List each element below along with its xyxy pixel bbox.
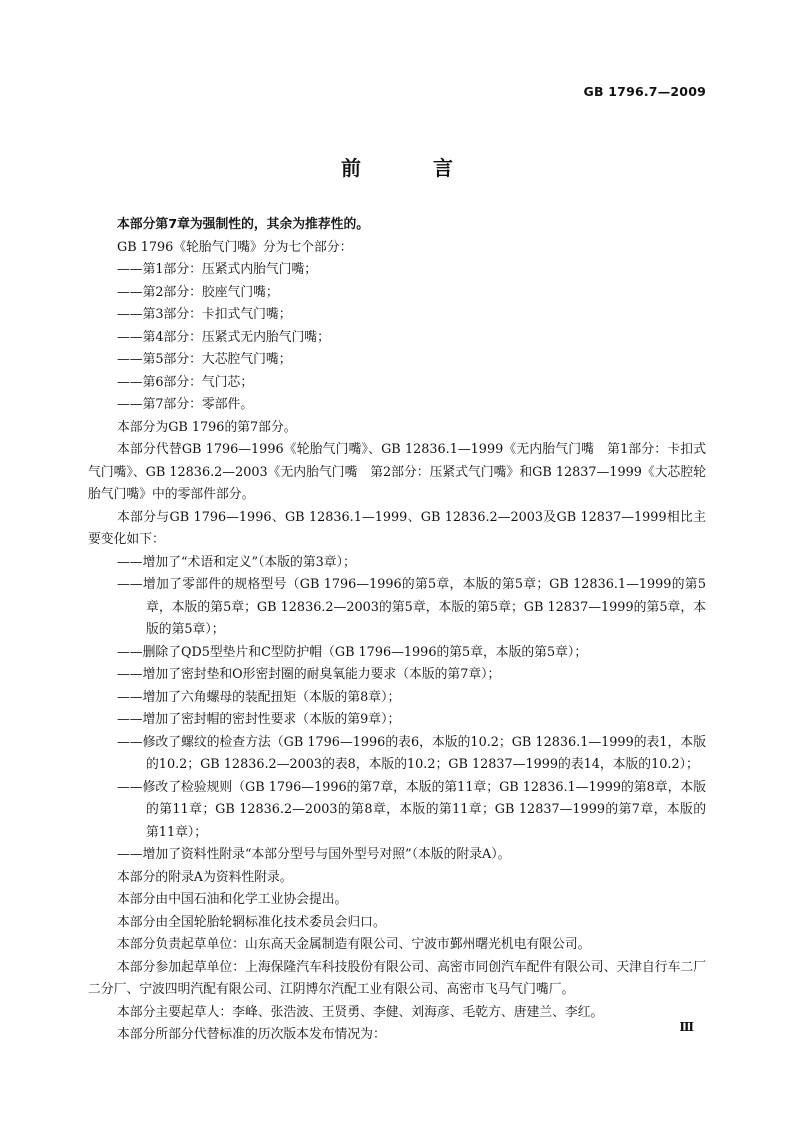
change-item: ——增加了资料性附录“本部分型号与国外型号对照”（本版的附录A）。: [117, 847, 511, 862]
page-number: Ⅲ: [679, 1020, 694, 1034]
part-item: ——第7部分：零部件。: [117, 397, 254, 412]
drafters: 本部分主要起草人：李峰、张浩波、王贤勇、李健、刘海彦、毛乾方、唐建兰、李红。: [117, 1004, 604, 1020]
change-item: ——增加了密封垫和O形密封圈的耐臭氧能力要求（本版的第7章）；: [117, 667, 501, 682]
standard-code: GB 1796.7—2009: [583, 84, 706, 99]
committee-statement: 本部分由全国轮胎轮辋标准化技术委员会归口。: [117, 914, 386, 930]
drafting-unit: 本部分负责起草单位：山东高天金属制造有限公司、宁波市鄞州曙光机电有限公司。: [117, 937, 591, 952]
part-item: ——第3部分：卡扣式气门嘴；: [117, 307, 292, 322]
mandatory-statement: 本部分第7章为强制性的，其余为推荐性的。: [117, 217, 370, 232]
parts-intro: GB 1796《轮胎气门嘴》分为七个部分：: [117, 239, 353, 255]
page-title: 前 言: [341, 156, 479, 180]
part-item: ——第2部分：胶座气门嘴；: [117, 284, 279, 300]
appendix-statement: 本部分的附录A为资料性附录。: [117, 869, 293, 885]
changes-intro: 本部分与GB 1796—1996、GB 12836.1—1999、GB 12836.2—2003及GB 12837—1999相比主要变化如下：: [88, 509, 706, 547]
history-intro: 本部分所部分代替标准的历次版本发布情况为：: [117, 1027, 386, 1042]
change-item: ——增加了六角螺母的装配扭矩（本版的第8章）；: [117, 689, 401, 705]
change-item: ——增加了“术语和定义”（本版的第3章）；: [117, 554, 356, 570]
part-item: ——第6部分：气门芯；: [117, 374, 254, 390]
part-item: ——第1部分：压紧式内胎气门嘴；: [117, 262, 318, 277]
change-item: ——删除了QD5型垫片和C型防护帽（GB 1796—1996的第5章，本版的第5章）；: [117, 644, 588, 660]
part-item: ——第5部分：大芯腔气门嘴；: [117, 352, 292, 367]
change-item: ——修改了检验规则（GB 1796—1996的第7章，本版的第11章；GB 12836.1—1999的第8章，本版的第11章；GB 12836.2—2003的第8章，本版的第11章；GB 12837—1999的第7章，本版的第11章）；: [117, 779, 706, 840]
change-item: ——增加了密封帽的密封性要求（本版的第9章）；: [117, 712, 401, 727]
proposer-statement: 本部分由中国石油和化学工业协会提出。: [117, 892, 348, 907]
change-item: ——增加了零部件的规格型号（GB 1796—1996的第5章，本版的第5章；GB 12836.1—1999的第5章，本版的第5章；GB 12836.2—2003的第5章，本版的第5章；GB 12837—1999的第5章，本版的第5章）；: [117, 577, 706, 637]
part-statement: 本部分为GB 1796的第7部分。: [117, 419, 297, 435]
participating-units: 本部分参加起草单位：上海保隆汽车科技股份有限公司、高密市同创汽车配件有限公司、天津自行车二厂二分厂、宁波四明汽配有限公司、江阴博尔汽配工业有限公司、高密市飞马气门嘴厂。: [88, 959, 706, 997]
part-item: ——第4部分：压紧式无内胎气门嘴；: [117, 329, 330, 345]
replacement-statement: 本部分代替GB 1796—1996《轮胎气门嘴》、GB 12836.1—1999《无内胎气门嘴 第1部分：卡扣式气门嘴》、GB 12836.2—2003《无内胎气门嘴 第2部分：压紧式气门嘴》和GB 12837—1999《大芯腔轮胎气门嘴》中的零部件部分。: [88, 442, 706, 502]
change-item: ——修改了螺纹的检查方法（GB 1796—1996的表6，本版的10.2；GB 12836.1—1999的表1，本版的10.2；GB 12836.2—2003的表8，本版的10.2；GB 12837—1999的表14，本版的10.2）；: [117, 734, 706, 772]
foreword-body: [88, 214, 706, 1047]
